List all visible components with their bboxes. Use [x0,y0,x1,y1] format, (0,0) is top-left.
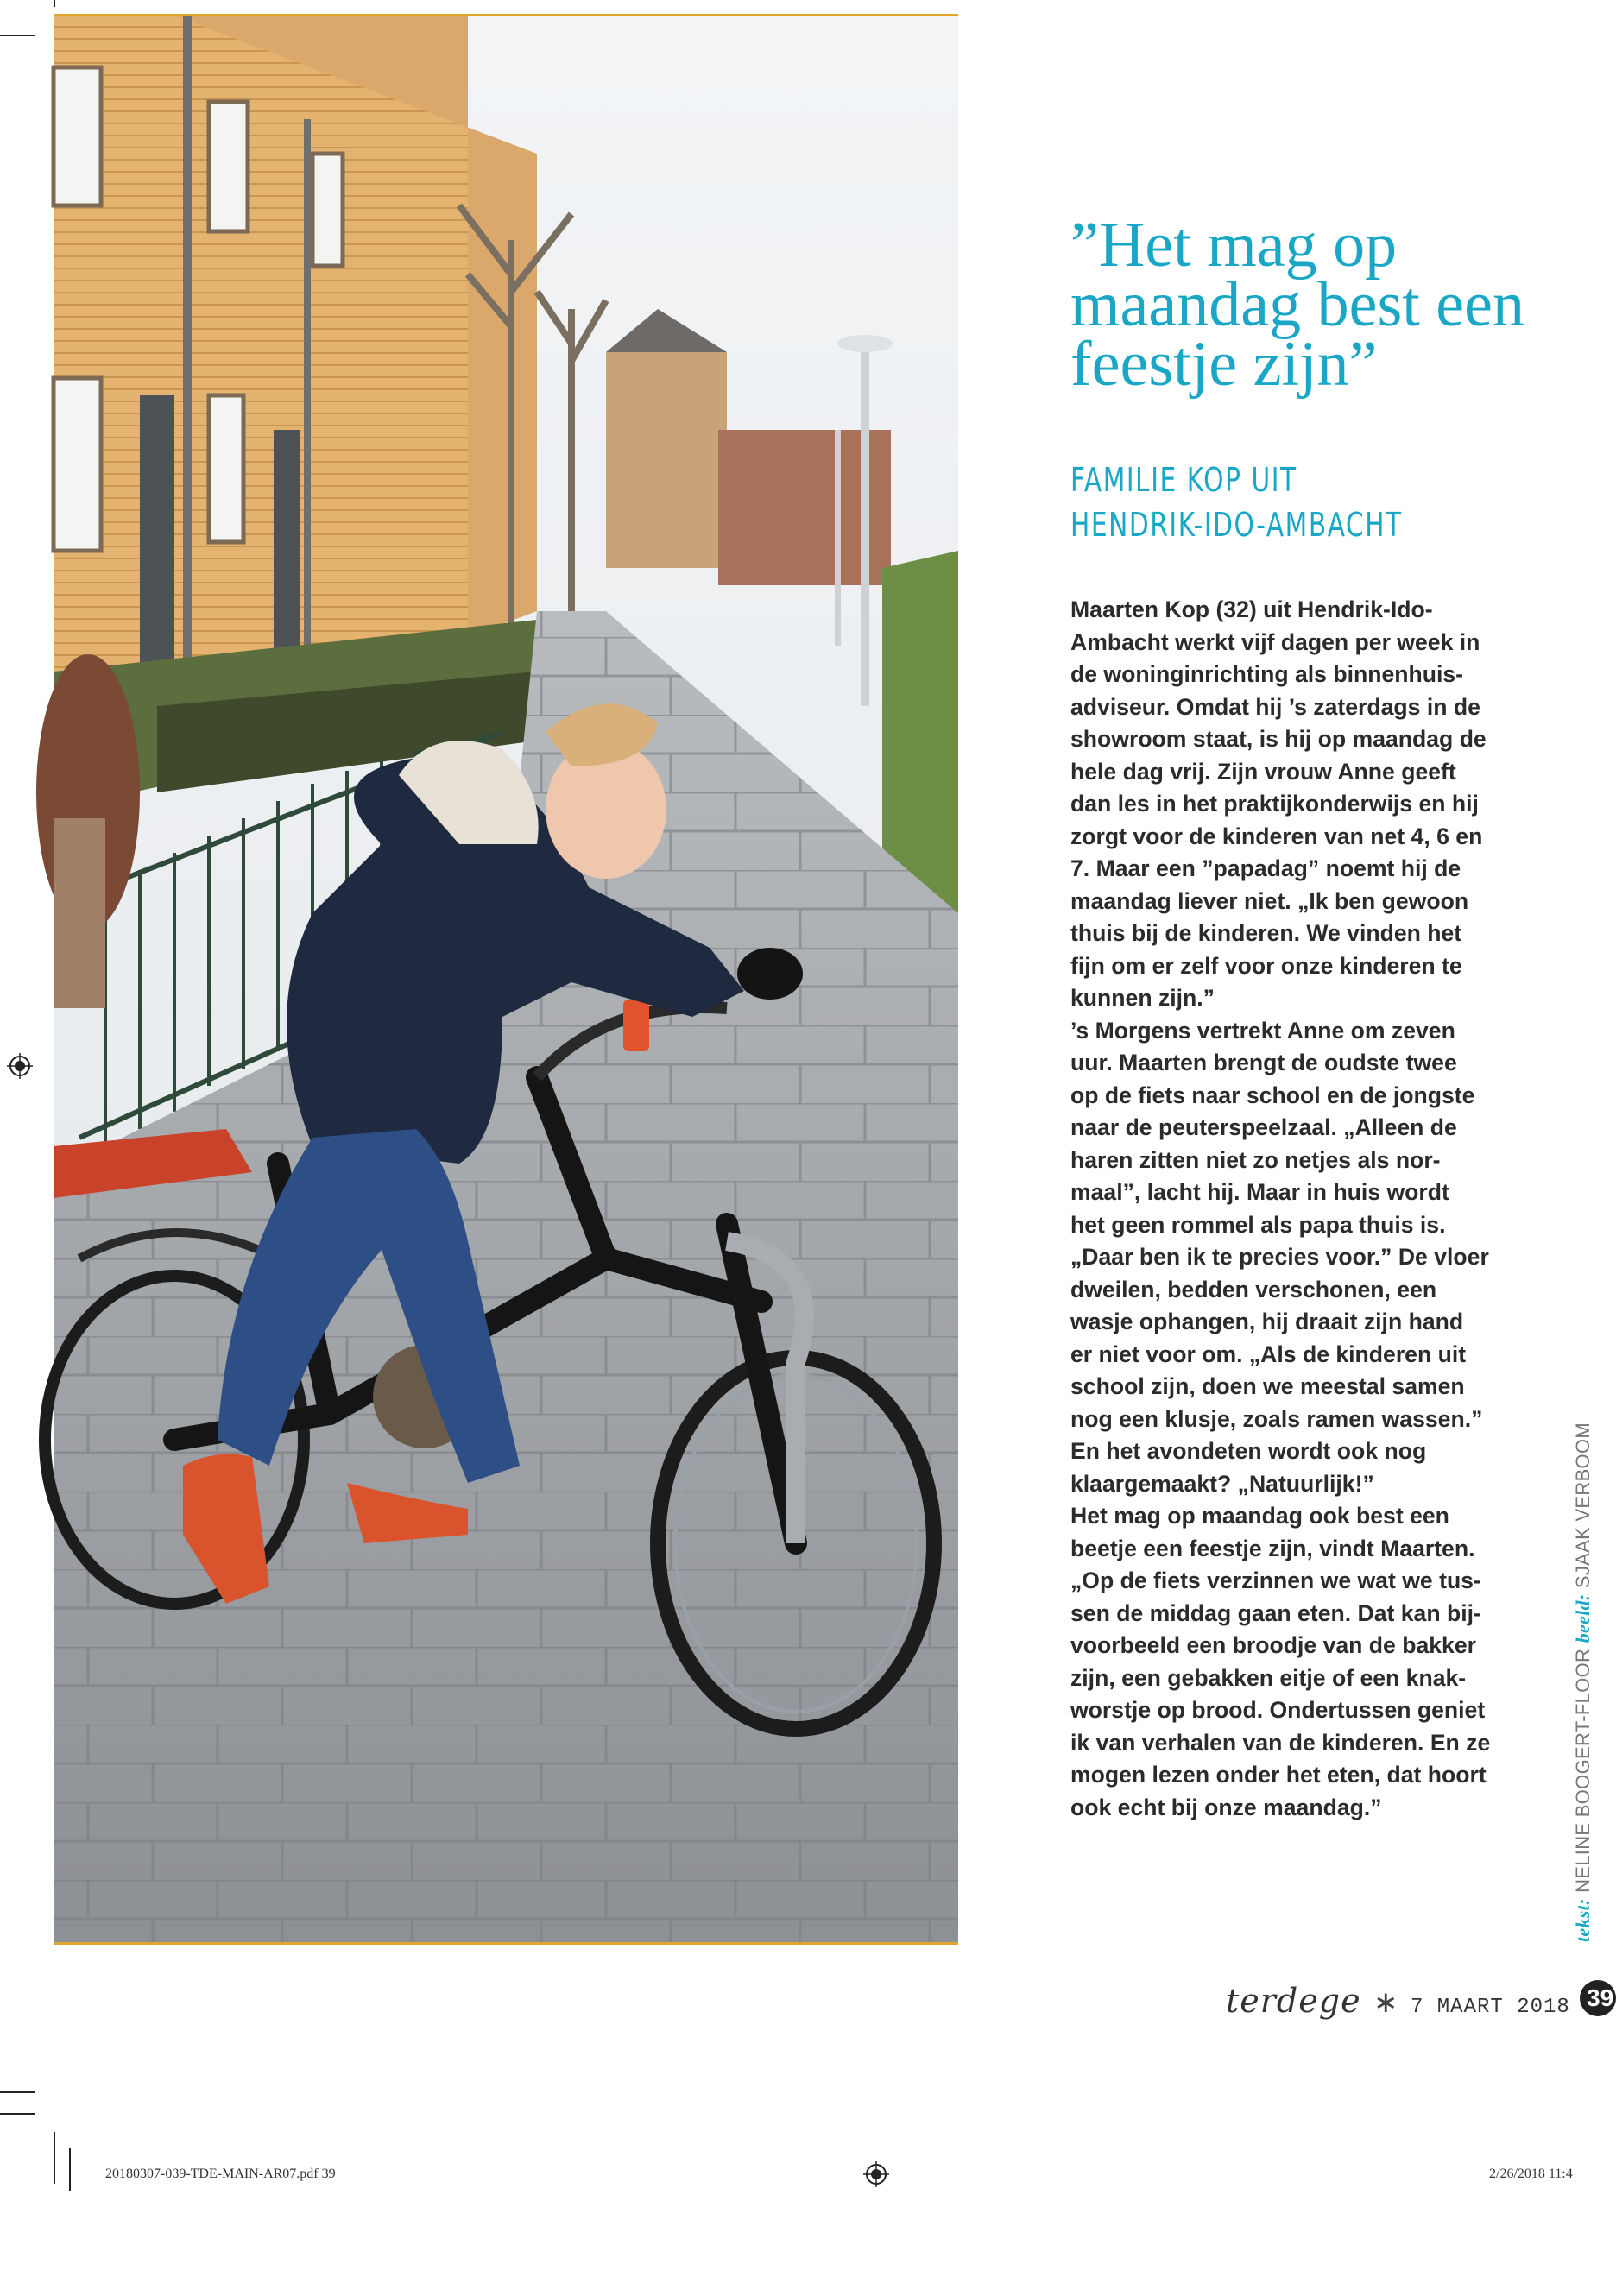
asterisk-icon: ∗ [1373,1986,1398,2019]
credit-text-label: tekst: [1572,1898,1594,1942]
body-line: ik van verhalen van de kinderen. En ze [1070,1729,1491,1756]
crop-mark [0,35,35,36]
crop-mark [0,2113,35,2115]
body-line: maal”, lacht hij. Maar in huis wordt [1070,1179,1449,1205]
body-line: fijn om er zelf voor onze kinderen te [1070,952,1462,979]
body-line: ook echt bij onze maandag.” [1070,1794,1382,1820]
article-headline: ”Het mag op maandag best een feestje zijn” [1070,210,1524,400]
body-line: worstje op brood. Ondertussen geniet [1070,1697,1486,1723]
crop-mark [54,2132,55,2184]
body-line: nog een klusje, zoals ramen wassen.” [1070,1405,1483,1432]
crop-mark [54,0,55,7]
body-line: beetje een feestje zijn, vindt Maarten. [1070,1535,1475,1561]
registration-mark [7,1053,33,1079]
body-line: „Daar ben ik te precies voor.” De vloer [1070,1244,1489,1270]
body-line: sen de middag gaan eten. Dat kan bij- [1070,1599,1481,1626]
body-line: maandag liever niet. „Ik ben gewoon [1070,887,1469,914]
subhead-line: HENDRIK-IDO-AMBACHT [1070,506,1403,544]
body-line: klaargemaakt? „Natuurlijk!” [1070,1470,1374,1497]
print-slug-timestamp: 2/26/2018 11:4 [1489,2167,1573,2181]
body-line: dan les in het praktijkonderwijs en hij [1070,791,1479,817]
body-line: de woninginrichting als binnenhuis- [1070,661,1464,687]
body-line: Maarten Kop (32) uit Hendrik-Ido- [1070,596,1433,622]
body-line: adviseur. Omdat hij ’s zaterdags in de [1070,693,1480,720]
photo-boy-on-bicycle [54,16,958,1942]
body-line: school zijn, doen we meestal samen [1070,1373,1465,1399]
print-slug-filename: 20180307-039-TDE-MAIN-AR07.pdf 39 [105,2167,336,2181]
body-line: kunnen zijn.” [1070,985,1215,1011]
body-line: Het mag op maandag ook best een [1070,1503,1449,1529]
body-line: haren zitten niet zo netjes als nor- [1070,1146,1441,1173]
body-line: er niet voor om. „Als de kinderen uit [1070,1340,1467,1367]
body-line: op de fiets naar school en de jongste [1070,1082,1475,1108]
body-line: het geen rommel als papa thuis is. [1070,1211,1446,1238]
article-subhead [1070,457,1448,547]
body-line: Ambacht werkt vijf dagen per week in [1070,628,1480,655]
body-line: dweilen, bedden verschonen, een [1070,1276,1437,1303]
body-line: 7. Maar een ”papadag” noemt hij de [1070,855,1461,881]
body-line: wasje ophangen, hij draait zijn hand [1070,1309,1464,1334]
page-footer [1226,1982,1570,2020]
body-line: naar de peuterspeelzaal. „Alleen de [1070,1114,1457,1140]
body-line: En het avondeten wordt ook nog [1070,1438,1427,1464]
crop-mark [0,2091,35,2093]
magazine-logo: terdege [1226,1982,1361,2020]
credit-text-name: NELINE BOOGERT-FLOOR [1572,1648,1594,1893]
body-line: voorbeeld een broodje van de bakker [1070,1632,1476,1658]
body-line: showroom staat, is hij op maandag de [1070,726,1487,752]
article-body [1070,594,1519,1824]
crop-mark [69,2148,71,2191]
body-line: hele dag vrij. Zijn vrouw Anne geeft [1070,758,1456,785]
body-line: thuis bij de kinderen. We vinden het [1070,920,1462,946]
issue-date: 7 MAART 2018 [1410,1996,1570,2019]
body-line: zorgt voor de kinderen van net 4, 6 en [1070,823,1483,849]
body-line: mogen lezen onder het eten, dat hoort [1070,1762,1487,1788]
photo-bottom-rule [54,1942,958,1945]
registration-mark [863,2161,889,2187]
credit-photo-label: beeld: [1572,1593,1594,1643]
photo-credit [1573,1422,1594,1942]
subhead-line: FAMILIE KOP UIT [1070,461,1297,499]
body-line: uur. Maarten brengt de oudste twee [1070,1050,1457,1075]
body-line: zijn, een gebakken eitje of een knak- [1070,1664,1467,1691]
page-number: 39 [1580,1980,1616,2016]
body-line: ’s Morgens vertrekt Anne om zeven [1070,1017,1455,1044]
body-line: „Op de fiets verzinnen we wat we tus- [1070,1567,1481,1593]
credit-photo-name: SJAAK VERBOOM [1572,1422,1594,1589]
